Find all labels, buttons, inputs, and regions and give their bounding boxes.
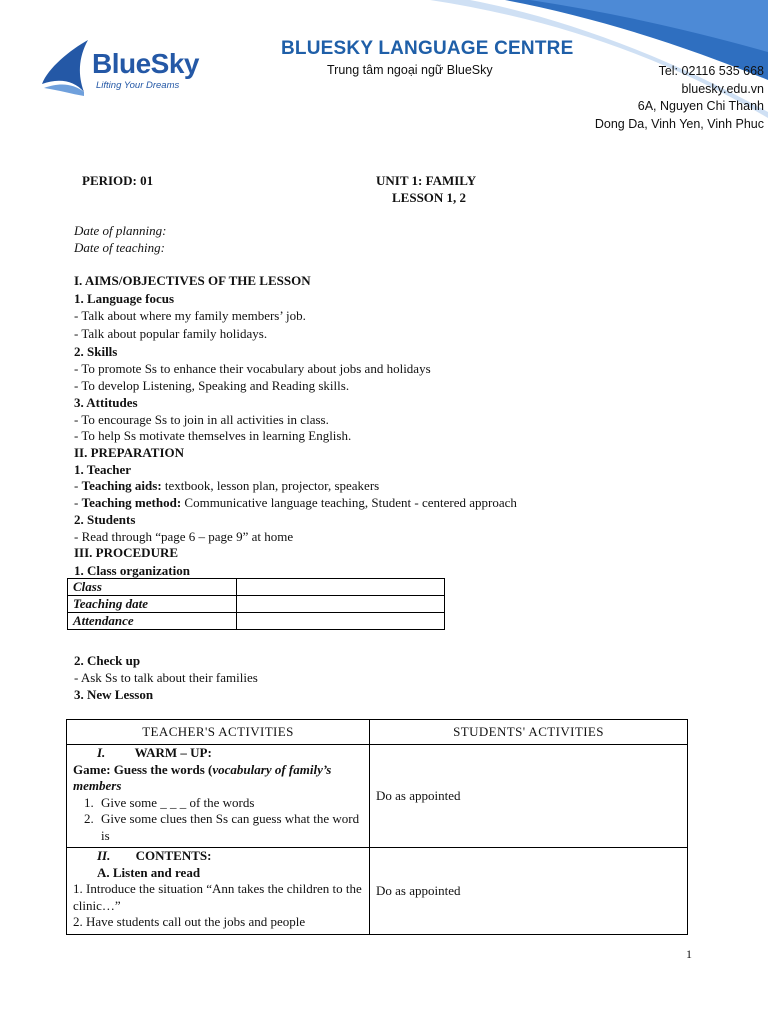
preparation-heading: II. PREPARATION	[74, 445, 185, 460]
students-heading: 2. Students	[74, 512, 136, 527]
attendance-row-label: Attendance	[68, 613, 237, 630]
table-row	[68, 613, 445, 630]
contact-website: bluesky.edu.vn	[681, 81, 764, 96]
teacher-heading: 1. Teacher	[74, 462, 132, 477]
centre-title: BLUESKY LANGUAGE CENTRE	[281, 38, 574, 59]
aims-heading: I. AIMS/OBJECTIVES OF THE LESSON	[74, 273, 311, 288]
date-of-planning: Date of planning:	[74, 223, 167, 238]
table-row	[67, 848, 688, 935]
attitudes-item: - To help Ss motivate themselves in learning English.	[74, 428, 352, 443]
table-row	[67, 745, 688, 848]
table-row	[68, 596, 445, 613]
class-organization-heading: 1. Class organization	[74, 563, 190, 578]
lesson-title: LESSON 1, 2	[392, 190, 467, 205]
contact-address-line-2: Dong Da, Vinh Yen, Vinh Phuc	[594, 116, 764, 131]
warm-up-list	[73, 795, 365, 845]
logo-wordmark: BlueSky	[92, 48, 199, 79]
contact-block	[595, 63, 764, 133]
warm-up-title	[73, 745, 365, 762]
warm-up-number: I.	[97, 745, 106, 760]
contents-student-cell: Do as appointed	[370, 848, 688, 935]
game-label: Game: Guess the words (	[73, 761, 213, 777]
contact-address-line-1: 6A, Nguyen Chi Thanh	[637, 99, 764, 113]
unit-title: UNIT 1: FAMILY	[376, 173, 477, 188]
class-organization-table	[67, 578, 445, 630]
contents-line: 2. Have students call out the jobs and people	[73, 914, 306, 929]
table-header-row	[67, 720, 688, 745]
language-focus-item: - Talk about where my family members’ job.	[74, 308, 306, 323]
check-up-heading: 2. Check up	[74, 653, 141, 668]
date-of-teaching: Date of teaching:	[74, 240, 165, 255]
teaching-aids-value: textbook, lesson plan, projector, speakers	[164, 478, 380, 493]
contents-label: CONTENTS:	[135, 848, 212, 863]
language-focus-item: - Talk about popular family holidays.	[74, 326, 268, 341]
teaching-date-row-label: Teaching date	[68, 596, 237, 613]
teaching-aids-label: Teaching aids:	[81, 478, 162, 493]
contents-cell	[67, 848, 370, 935]
contact-tel: Tel: 02116 535 668	[658, 64, 764, 78]
procedure-heading: III. PROCEDURE	[74, 545, 179, 560]
period-label: PERIOD: 01	[82, 173, 154, 188]
language-focus-heading: 1. Language focus	[74, 291, 175, 306]
section-a-heading: A. Listen and read	[97, 864, 201, 880]
warm-up-cell	[67, 745, 370, 848]
warm-up-label: WARM – UP:	[134, 745, 212, 760]
students-line: - Read through “page 6 – page 9” at home	[74, 529, 294, 544]
list-item: 1. Give some _ _ _ of the words	[97, 795, 365, 812]
teacher-activities-header: TEACHER'S ACTIVITIES	[67, 720, 370, 745]
activities-table	[66, 719, 688, 935]
table-row	[68, 579, 445, 596]
page-number: 1	[686, 947, 692, 961]
skills-item: - To develop Listening, Speaking and Reading skills.	[74, 378, 350, 393]
teaching-aids-line: - Teaching aids: textbook, lesson plan, projector, speakers	[74, 478, 380, 493]
skills-item: - To promote Ss to enhance their vocabulary about jobs and holidays	[74, 361, 431, 376]
attendance-row-value	[237, 613, 445, 630]
warm-up-student-cell: Do as appointed	[370, 745, 688, 848]
attitudes-item: - To encourage Ss to join in all activities in class.	[74, 412, 329, 427]
game-line	[73, 762, 365, 795]
contents-number: II.	[97, 848, 111, 863]
class-row-label: Class	[68, 579, 237, 596]
contents-line: 1. Introduce the situation “Ann takes the children to the clinic…”	[73, 881, 362, 913]
centre-subtitle: Trung tâm ngoại ngữ BlueSky	[327, 63, 493, 77]
new-lesson-heading: 3. New Lesson	[74, 687, 154, 702]
class-row-value	[237, 579, 445, 596]
logo-tagline: Lifting Your Dreams	[96, 80, 180, 91]
teaching-method-line: - Teaching method: Communicative language teaching, Student - centered approach	[74, 495, 517, 510]
teaching-method-value: Communicative language teaching, Student - centered approach	[184, 495, 517, 510]
teaching-date-row-value	[237, 596, 445, 613]
list-item: 2. Give some clues then Ss can guess what the word is	[97, 811, 365, 844]
attitudes-heading: 3. Attitudes	[74, 395, 138, 410]
check-up-line: - Ask Ss to talk about their families	[74, 670, 258, 685]
teaching-method-label: Teaching method:	[81, 495, 182, 510]
students-activities-header: STUDENTS' ACTIVITIES	[370, 720, 688, 745]
contents-title	[73, 848, 365, 865]
game-description: vocabulary of family’s members	[73, 761, 332, 793]
skills-heading: 2. Skills	[74, 344, 118, 359]
